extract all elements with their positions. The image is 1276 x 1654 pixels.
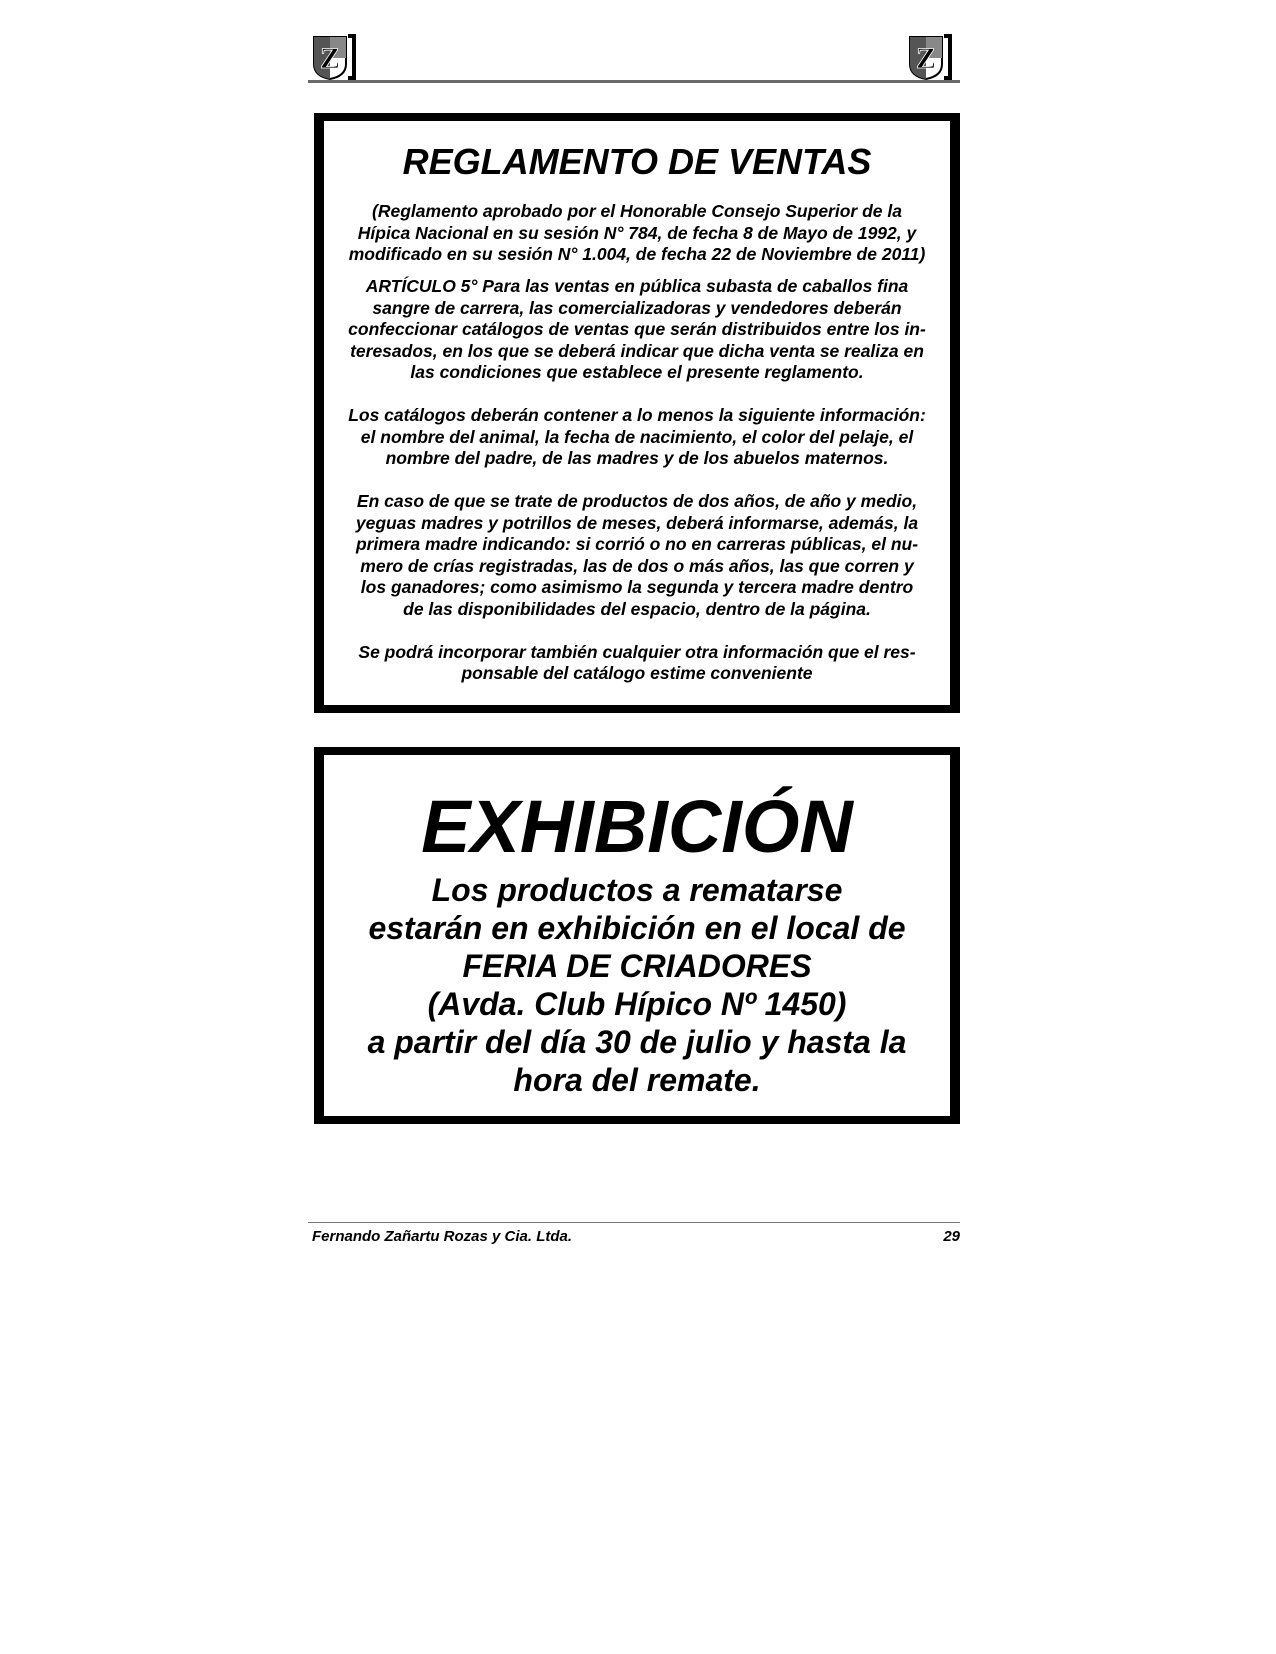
exhibicion-line: (Avda. Club Hípico Nº 1450) xyxy=(427,986,847,1022)
paragraph-line: las condiciones que establece el presente reglamento. xyxy=(410,362,864,382)
reglamento-box-inner xyxy=(323,121,951,705)
productos-paragraph xyxy=(338,491,936,620)
exhibicion-line: Los productos a rematarse xyxy=(431,872,843,908)
reglamento-body xyxy=(338,276,936,685)
exhibicion-line: hora del remate. xyxy=(513,1062,761,1098)
articulo-paragraph xyxy=(338,276,936,384)
otra-informacion-paragraph xyxy=(338,642,936,685)
paragraph-line: nombre del padre, de las madres y de los abuelos maternos. xyxy=(385,448,889,468)
footer-divider xyxy=(308,1222,960,1223)
exhibicion-box-inner xyxy=(323,755,951,1116)
company-logo-icon xyxy=(312,34,356,80)
exhibicion-line: a partir del día 30 de julio y hasta la xyxy=(367,1024,907,1060)
exhibicion-title: EXHIBICIÓN xyxy=(421,785,853,868)
paragraph-line: primera madre indicando: si corrió o no en carreras públicas, el nu- xyxy=(355,534,919,554)
paragraph-line: teresados, en los que se deberá indicar que dicha venta se realiza en xyxy=(350,340,924,361)
paragraph-line: el nombre del animal, la fecha de nacimiento, el color del pelaje, el xyxy=(360,426,914,447)
subtitle-line: (Reglamento aprobado por el Honorable Consejo Superior de la xyxy=(372,201,902,221)
svg-text:Z: Z xyxy=(319,42,341,75)
paragraph-line: confeccionar catálogos de ventas que serán distribuidos entre los in- xyxy=(348,319,926,339)
paragraph-line: los ganadores; como asimismo la segunda y tercera madre dentro xyxy=(360,577,914,597)
header-divider xyxy=(308,80,960,83)
paragraph-line: mero de crías registradas, las de dos o más años, las que corren y xyxy=(360,555,914,576)
paragraph-line: ponsable del catálogo estime conveniente xyxy=(461,663,813,683)
paragraph-line: sangre de carrera, las comercializadoras y vendedores deberán xyxy=(372,297,902,318)
reglamento-box xyxy=(314,113,960,713)
reglamento-subtitle xyxy=(338,201,936,266)
svg-text:Z: Z xyxy=(915,42,937,75)
footer-company: Fernando Zañartu Rozas y Cia. Ltda. xyxy=(312,1228,573,1245)
paragraph-line: yeguas madres y potrillos de meses, deberá informarse, además, la xyxy=(355,512,919,533)
paragraph-line: de las disponibilidades del espacio, dentro de la página. xyxy=(403,598,871,619)
paragraph-line: ARTÍCULO 5° Para las ventas en pública subasta de caballos fina xyxy=(365,276,909,296)
exhibicion-body xyxy=(338,871,936,1099)
reglamento-title: REGLAMENTO DE VENTAS xyxy=(402,141,872,182)
subtitle-line: Hípica Nacional en su sesión N° 784, de fecha 8 de Mayo de 1992, y xyxy=(357,222,917,243)
page-number: 29 xyxy=(943,1228,960,1245)
catalogos-paragraph xyxy=(338,405,936,470)
paragraph-line: Los catálogos deberán contener a lo menos la siguiente información: xyxy=(348,405,926,425)
exhibicion-box xyxy=(314,747,960,1124)
exhibicion-line: FERIA DE CRIADORES xyxy=(462,948,812,984)
paragraph-line: Se podrá incorporar también cualquier otra información que el res- xyxy=(358,641,916,662)
subtitle-line: modificado en su sesión N° 1.004, de fecha 22 de Noviembre de 2011) xyxy=(348,244,926,264)
company-logo-icon xyxy=(908,34,952,80)
paragraph-line: En caso de que se trate de productos de dos años, de año y medio, xyxy=(356,491,918,511)
exhibicion-line: estarán en exhibición en el local de xyxy=(368,910,906,946)
